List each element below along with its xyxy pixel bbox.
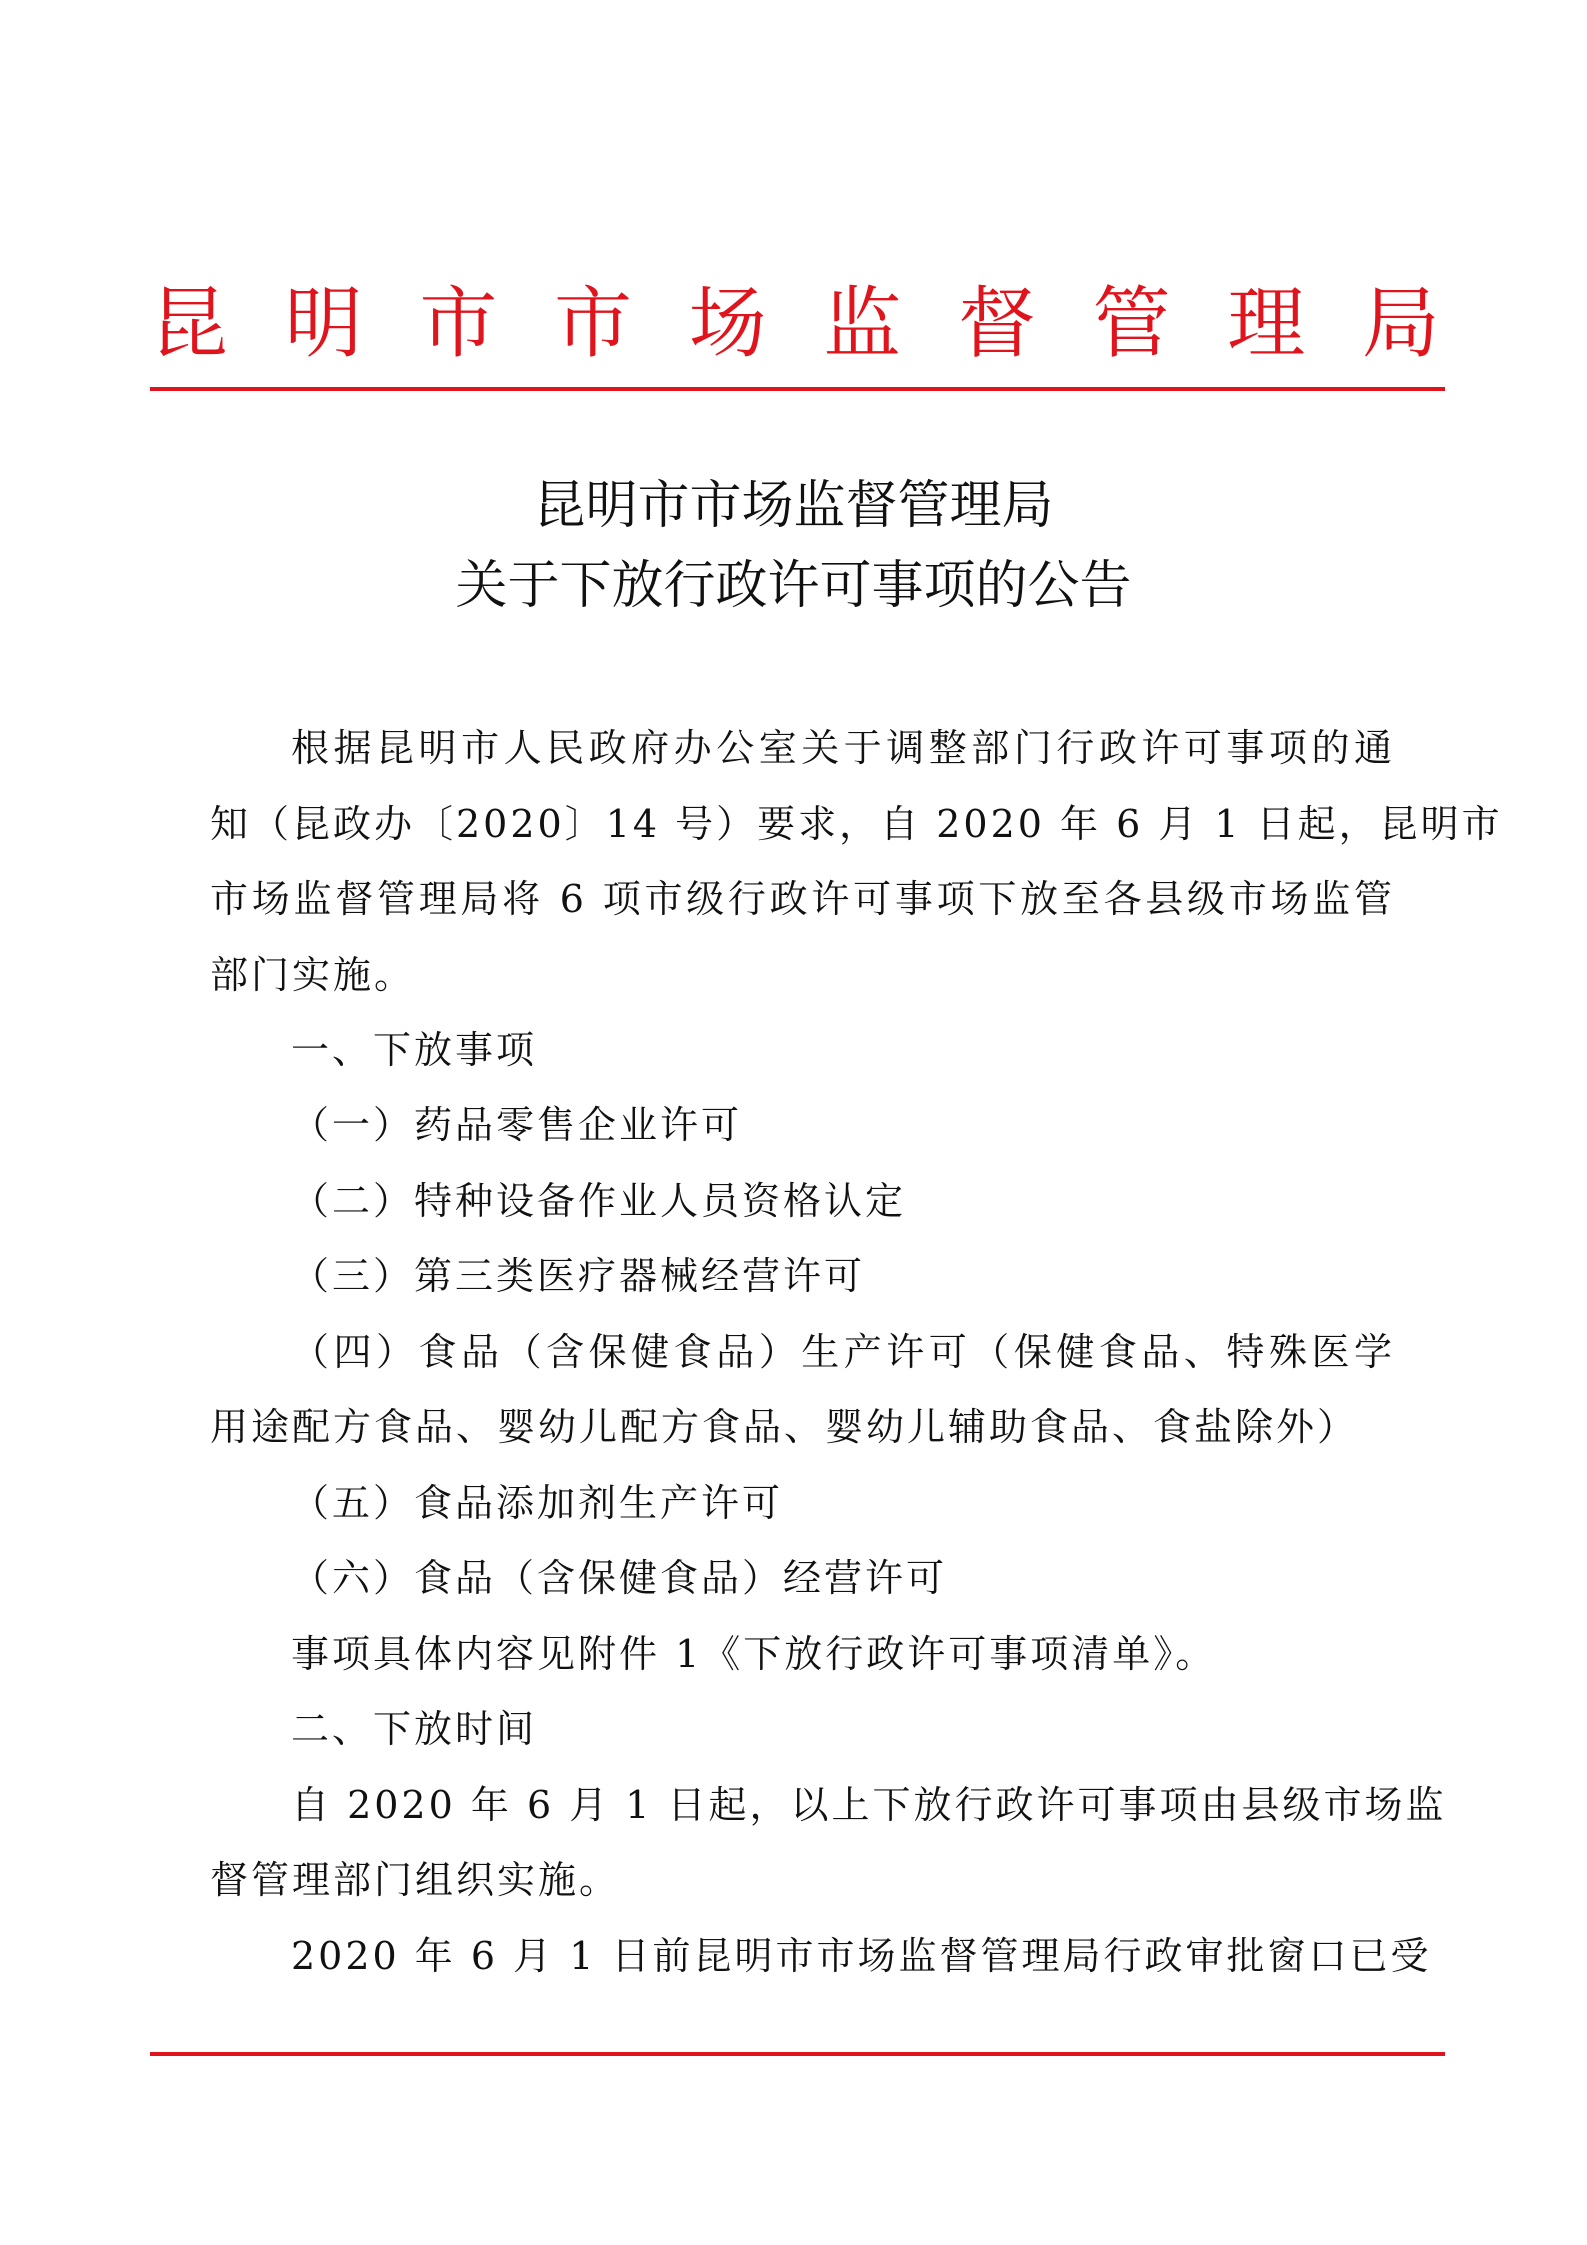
letterhead-char: 市 — [419, 279, 498, 369]
list-item: （五）食品添加剂生产许可 — [291, 1481, 784, 1525]
attachment-note: 事项具体内容见附件 1《下放行政许可事项清单》。 — [291, 1632, 1217, 1676]
list-item-continuation: 用途配方食品、婴幼儿配方食品、婴幼儿辅助食品、食盐除外） — [210, 1405, 1359, 1449]
list-item: （六）食品（含保健食品）经营许可 — [291, 1556, 948, 1600]
list-item: （三）第三类医疗器械经营许可 — [291, 1254, 866, 1298]
letterhead-char: 监 — [823, 279, 902, 369]
letterhead-char: 管 — [1092, 279, 1171, 369]
list-item: （一）药品零售企业许可 — [291, 1103, 743, 1147]
letterhead-char: 明 — [284, 279, 363, 369]
document-title-line-1: 昆明市市场监督管理局 — [533, 476, 1054, 536]
letterhead-char: 理 — [1227, 279, 1306, 369]
intro-line: 根据昆明市人民政府办公室关于调整部门行政许可事项的通 — [291, 726, 1395, 770]
intro-line: 部门实施。 — [210, 953, 416, 997]
letterhead-char: 局 — [1361, 279, 1440, 369]
letterhead-divider — [150, 387, 1445, 391]
list-item: （四）食品（含保健食品）生产许可（保健食品、特殊医学 — [291, 1330, 1395, 1374]
footer-divider — [150, 2052, 1445, 2056]
org-letterhead — [150, 262, 1440, 372]
intro-line: 市场监督管理局将 6 项市级行政许可事项下放至各县级市场监管 — [210, 877, 1395, 921]
letterhead-char: 场 — [688, 279, 767, 369]
section-heading-1: 一、下放事项 — [291, 1028, 538, 1072]
letterhead-char: 昆 — [150, 279, 229, 369]
section2-line: 2020 年 6 月 1 日前昆明市市场监督管理局行政审批窗口已受 — [291, 1934, 1432, 1978]
list-item: （二）特种设备作业人员资格认定 — [291, 1179, 907, 1223]
document-title-line-2: 关于下放行政许可事项的公告 — [455, 556, 1132, 616]
letterhead-char: 督 — [957, 279, 1036, 369]
letterhead-char: 市 — [553, 279, 632, 369]
section2-line: 督管理部门组织实施。 — [210, 1858, 621, 1902]
intro-line: 知（昆政办〔2020〕14 号）要求，自 2020 年 6 月 1 日起，昆明市 — [210, 802, 1503, 846]
section2-line: 自 2020 年 6 月 1 日起，以上下放行政许可事项由县级市场监 — [291, 1783, 1447, 1827]
section-heading-2: 二、下放时间 — [291, 1707, 538, 1751]
